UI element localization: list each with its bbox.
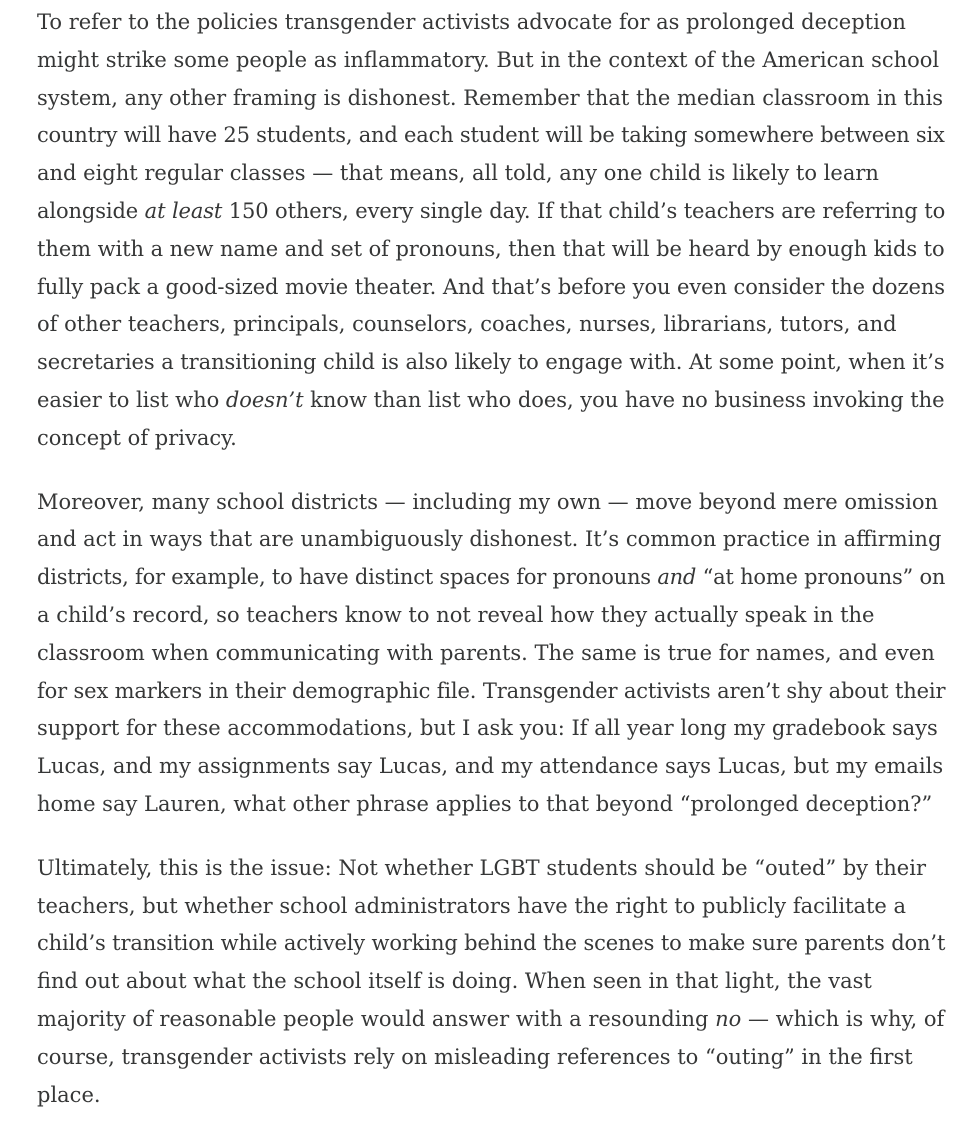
text-segment: secretaries a transitioning child is also likely to engage with. At some point, when it’s	[37, 350, 945, 375]
paragraph-line	[37, 710, 945, 748]
paragraph-line	[37, 1001, 945, 1039]
text-segment: To refer to the policies transgender activists advocate for as prolonged deception	[37, 10, 906, 34]
text-segment: Ultimately, this is the issue: Not whether LGBT students should be “outed” by their	[37, 855, 926, 880]
text-segment: “at home pronouns” on	[696, 565, 946, 590]
text-segment: fully pack a good-sized movie theater. And that’s before you even consider the dozens	[37, 274, 945, 299]
emphasized-text: and	[657, 565, 697, 590]
paragraph-line	[37, 888, 945, 926]
paragraph-line	[37, 786, 945, 824]
text-segment: alongside	[37, 198, 145, 223]
paragraph-line	[37, 42, 945, 80]
paragraph-line	[37, 484, 945, 522]
paragraph-line	[37, 80, 945, 118]
text-segment: Lucas, and my assignments say Lucas, and my attendance says Lucas, but my emails	[37, 754, 944, 779]
text-segment: teachers, but whether school administrators have the right to publicly facilitate a	[37, 893, 907, 918]
text-segment: might strike some people as inflammatory. But in the context of the American school	[37, 47, 940, 72]
paragraph-line	[37, 231, 945, 269]
article-paragraph-2	[37, 484, 945, 824]
article-paragraph-1	[37, 4, 945, 458]
paragraph-line	[37, 382, 945, 420]
text-segment: districts, for example, to have distinct spaces for pronouns	[37, 565, 658, 590]
paragraph-line	[37, 635, 945, 673]
text-segment: of other teachers, principals, counselors, coaches, nurses, librarians, tutors, and	[37, 312, 897, 337]
paragraph-line	[37, 193, 945, 231]
text-segment: place.	[37, 1082, 101, 1107]
text-segment: Moreover, many school districts — including my own — move beyond mere omission	[37, 489, 939, 514]
paragraph-line	[37, 1039, 945, 1077]
paragraph-line	[37, 420, 945, 458]
paragraph-line	[37, 673, 945, 711]
text-segment: and act in ways that are unambiguously dishonest. It’s common practice in affirming	[37, 527, 942, 552]
text-segment: easier to list who	[37, 387, 226, 412]
paragraph-line	[37, 4, 945, 42]
text-segment: majority of reasonable people would answer with a resounding	[37, 1006, 716, 1031]
paragraph-line	[37, 559, 945, 597]
paragraph-line	[37, 306, 945, 344]
paragraph-line	[37, 1077, 945, 1115]
paragraph-line	[37, 344, 945, 382]
text-segment: classroom when communicating with parents. The same is true for names, and even	[37, 640, 935, 665]
text-segment: home say Lauren, what other phrase applies to that beyond “prolonged deception?”	[37, 791, 933, 816]
emphasized-text: doesn’t	[225, 387, 304, 412]
text-segment: a child’s record, so teachers know to not reveal how they actually speak in the	[37, 602, 875, 627]
paragraph-line	[37, 521, 945, 559]
paragraph-line	[37, 850, 945, 888]
emphasized-text: at least	[144, 198, 223, 223]
paragraph-line	[37, 155, 945, 193]
text-segment: and eight regular classes — that means, all told, any one child is likely to learn	[37, 161, 879, 186]
text-segment: support for these accommodations, but I ask you: If all year long my gradebook says	[37, 716, 938, 741]
emphasized-text: no	[715, 1006, 742, 1031]
paragraph-line	[37, 963, 945, 1001]
text-segment: concept of privacy.	[37, 425, 237, 450]
text-segment: 150 others, every single day. If that child’s teachers are referring to	[222, 198, 946, 223]
text-segment: them with a new name and set of pronouns, then that will be heard by enough kids to	[37, 236, 945, 261]
text-segment: find out about what the school itself is doing. When seen in that light, the vast	[37, 969, 872, 994]
text-segment: know than list who does, you have no business invoking the	[303, 387, 945, 412]
text-segment: course, transgender activists rely on misleading references to “outing” in the first	[37, 1044, 913, 1069]
paragraph-line	[37, 269, 945, 307]
article-paragraph-3	[37, 850, 945, 1115]
paragraph-line	[37, 925, 945, 963]
text-segment: — which is why, of	[741, 1006, 945, 1031]
paragraph-line	[37, 597, 945, 635]
text-segment: child’s transition while actively working behind the scenes to make sure parents don’t	[37, 931, 946, 956]
text-segment: system, any other framing is dishonest. Remember that the median classroom in this	[37, 85, 944, 110]
text-segment: country will have 25 students, and each student will be taking somewhere between six	[37, 123, 945, 148]
paragraph-line	[37, 117, 945, 155]
text-segment: for sex markers in their demographic file. Transgender activists aren’t shy about their	[37, 678, 946, 703]
paragraph-line	[37, 748, 945, 786]
